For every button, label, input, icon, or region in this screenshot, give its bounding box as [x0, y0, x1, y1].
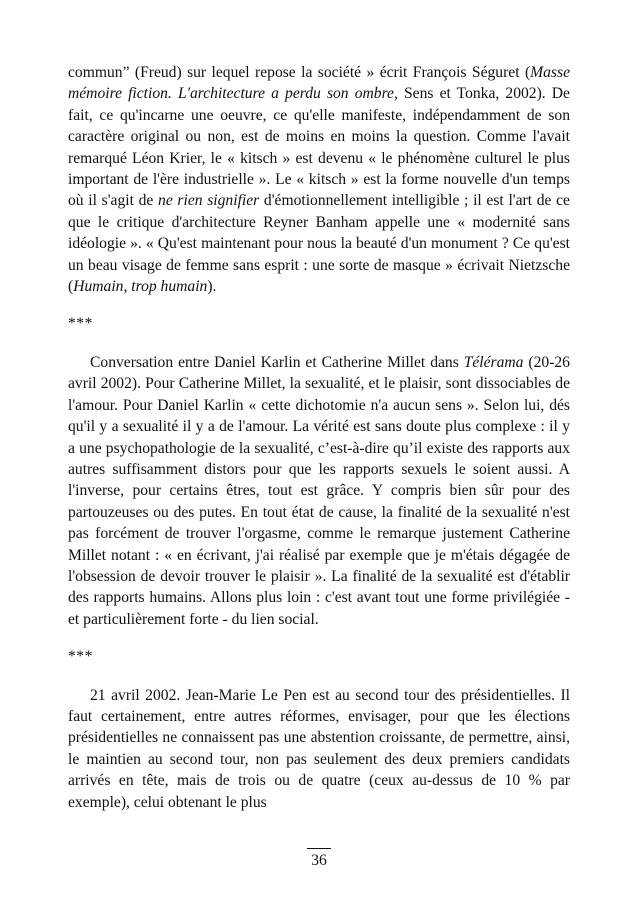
text-run: d'émotionnellement intelligible ; il est l'art de ce que le critique d'architecture Reyner Banham appelle une « modernité sans idéologie ». « Qu'est maintenant pour nous la beauté d'un monument ? Ce qu'est un beau visage de femme sans esprit : une sorte de masque » écrivait Nietzsche (: [68, 192, 570, 296]
section-separator: ***: [68, 648, 93, 666]
page-number: 36: [311, 852, 327, 869]
paragraph: [68, 352, 570, 630]
italic-text: ne rien signifier: [158, 192, 260, 210]
paragraph: [68, 62, 570, 297]
text-run: Conversation entre Daniel Karlin et Catherine Millet dans: [90, 353, 464, 371]
section-separator: ***: [68, 315, 93, 333]
italic-text: Humain, trop humain: [73, 278, 208, 296]
text-run: 21 avril 2002. Jean-Marie Le Pen est au second tour des présidentielles. Il faut certainement, entre autres réformes, envisager, pour que les élections présidentielles ne connaissent pas une abstention croissante, de permettre, ainsi, le maintien au second tour, non pas seulement des deux premiers candidats arrivés en tête, mais de trois ou de quatre (ceux au-dessus de 10 % par exemple), celui obtenant le plus: [68, 686, 570, 811]
text-run: ).: [207, 278, 217, 296]
italic-text: Télérama: [463, 353, 524, 371]
text-run: (20-26 avril 2002). Pour Catherine Millet, la sexualité, et le plaisir, sont dissociables de l'amour. Pour Daniel Karlin « cette dichotomie n'a aucun sens ». Selon lui, dés qu'il y a sexualité il y a de l'amour. La vérité est sans doute plus complexe : il y a une psychopathologie de la sexualité, c’est-à-dire qu’il existe des rapports aux autres suffisamment distors pour que les rapports sexuels le soient aussi. A l'inverse, pour certains êtres, tout est grâce. Y compris bien sûr pour des partouzeuses ou des putes. En tout état de cause, la finalité de la sexualité n'est pas forcément de trouver l'orgasme, comme le remarque justement Catherine Millet notant : « en écrivant, j'ai réalisé par exemple que je m'étais dégagée de l'obsession de devoir trouver le plaisir ». La finalité de la sexualité est d'établir des rapports humains. Allons plus loin : c'est avant tout une forme privilégiée - et particulièrement forte - du lien social.: [68, 353, 570, 628]
footer-rule: [307, 848, 331, 849]
text-run: , Sens et Tonka, 2002). De fait, ce qu'incarne une oeuvre, ce qu'elle manifeste, indépendamment de son caractère original ou non, est de moins en moins la question. Comme l'avait remarqué Léon Krier, le « kitsch » est devenu « le phénomène culturel le plus important de l'ère industrielle ». Le « kitsch » est la forme nouvelle d'un temps où il s'agit de: [68, 85, 570, 210]
text-run: commun” (Freud) sur lequel repose la société » écrit François Séguret (: [68, 64, 531, 81]
paragraph: [68, 685, 570, 813]
italic-text: Masse mémoire fiction. L'architecture a perdu son ombre: [68, 64, 570, 103]
page-body: [68, 62, 570, 813]
page-footer: [0, 848, 638, 870]
